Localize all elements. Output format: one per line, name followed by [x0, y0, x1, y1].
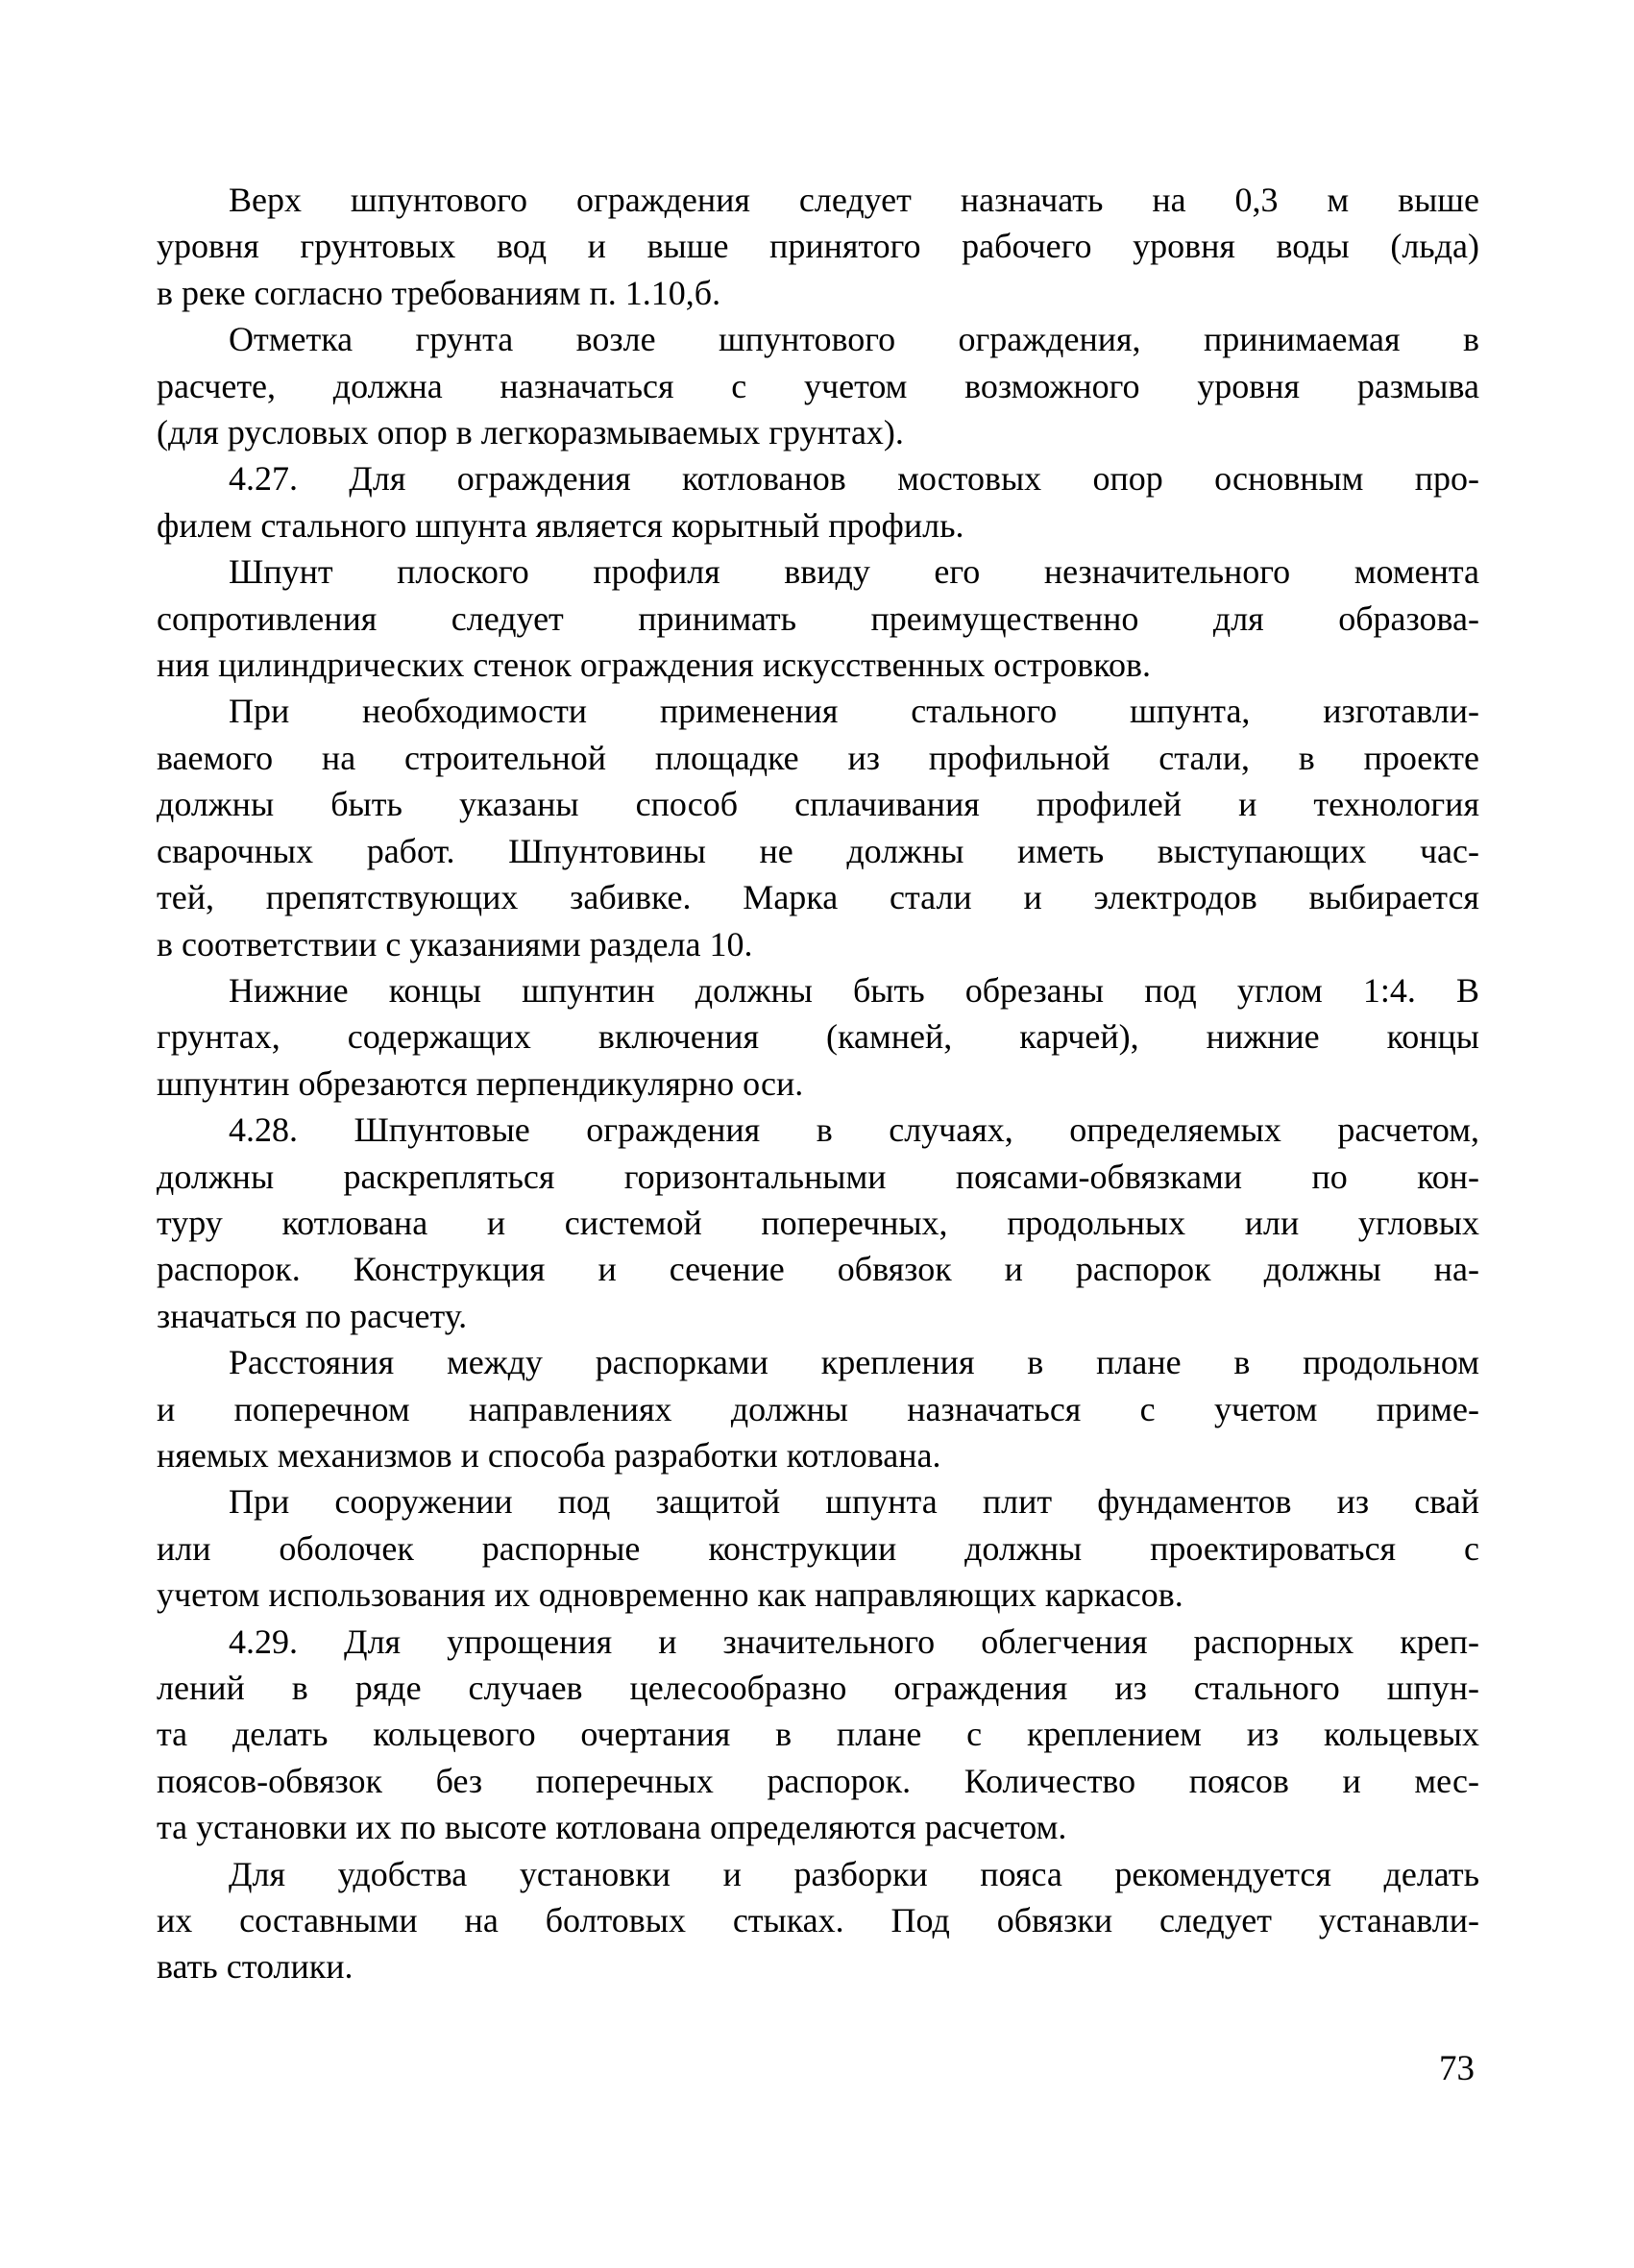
- text-line: вать столики.: [157, 1947, 354, 1987]
- text-line: в реке согласно требованиям п. 1.10,б.: [157, 273, 721, 312]
- text-line: расчете, должна назначаться с учетом возможного уровня размыва: [157, 366, 1479, 405]
- text-line: (для русловых опор в легкоразмываемых грунтах).: [157, 413, 904, 452]
- text-line: ваемого на строительной площадке из профильной стали, в проекте: [157, 738, 1479, 777]
- text-line: та делать кольцевого очертания в плане с креплением из кольцевых: [157, 1715, 1479, 1754]
- text-line: 4.28. Шпунтовые ограждения в случаях, определяемых расчетом,: [229, 1110, 1479, 1150]
- text-line: Верх шпунтового ограждения следует назначать на 0,3 м выше: [229, 181, 1479, 219]
- text-line: Отметка грунта возле шпунтового ограждения, принимаемая в: [229, 320, 1479, 359]
- paragraph: [157, 1107, 1479, 1339]
- text-line: Для удобства установки и разборки пояса рекомендуется делать: [229, 1854, 1479, 1893]
- paragraph: [157, 688, 1479, 966]
- text-line: сопротивления следует принимать преимущественно для образова-: [157, 598, 1479, 638]
- text-line: 4.29. Для упрощения и значительного облегчения распорных креп-: [229, 1622, 1479, 1661]
- text-line: уровня грунтовых вод и выше принятого рабочего уровня воды (льда): [157, 227, 1479, 266]
- text-line: поясов-обвязок без поперечных распорок. Количество поясов и мес-: [157, 1761, 1479, 1800]
- text-line: Шпунт плоского профиля ввиду его незначительного момента: [229, 552, 1479, 592]
- text-line: их составными на болтовых стыках. Под обвязки следует устанавли-: [157, 1901, 1479, 1940]
- text-line: учетом использования их одновременно как направляющих каркасов.: [157, 1575, 1183, 1615]
- text-line: та установки их по высоте котлована определяются расчетом.: [157, 1808, 1067, 1847]
- text-line: лений в ряде случаев целесообразно ограждения из стального шпун-: [157, 1669, 1479, 1707]
- text-line: При сооружении под защитой шпунта плит фундаментов из свай: [229, 1482, 1479, 1522]
- paragraph: [157, 1619, 1479, 1851]
- paragraph: [157, 549, 1479, 688]
- paragraph: [157, 1851, 1479, 1990]
- text-line: Расстояния между распорками крепления в плане в продольном: [229, 1343, 1479, 1382]
- paragraph: [157, 316, 1479, 455]
- text-line: в соответствии с указаниями раздела 10.: [157, 924, 753, 963]
- text-line: 4.27. Для ограждения котлованов мостовых опор основным про-: [229, 459, 1479, 499]
- text-line: распорок. Конструкция и сечение обвязок и распорок должны на-: [157, 1250, 1479, 1289]
- text-line: должны быть указаны способ сплачивания профилей и технология: [157, 785, 1479, 824]
- text-line: значаться по расчету.: [157, 1296, 468, 1335]
- text-line: филем стального шпунта является корытный профиль.: [157, 505, 964, 545]
- paragraph: [157, 455, 1479, 549]
- text-line: шпунтин обрезаются перпендикулярно оси.: [157, 1063, 804, 1103]
- paragraph: [157, 967, 1479, 1107]
- text-line: няемых механизмов и способа разработки котлована.: [157, 1435, 941, 1475]
- text-line: При необходимости применения стального шпунта, изготавли-: [229, 692, 1479, 731]
- paragraph: [157, 177, 1479, 316]
- text-line: ния цилиндрических стенок ограждения искусственных островков.: [157, 646, 1151, 685]
- text-line: тей, препятствующих забивке. Марка стали и электродов выбирается: [157, 878, 1479, 917]
- text-line: должны раскрепляться горизонтальными поясами-обвязками по кон-: [157, 1157, 1479, 1196]
- text-line: или оболочек распорные конструкции должны проектироваться с: [157, 1528, 1479, 1568]
- paragraph: [157, 1478, 1479, 1618]
- text-line: сварочных работ. Шпунтовины не должны иметь выступающих час-: [157, 831, 1479, 870]
- paragraph: [157, 1339, 1479, 1478]
- text-line: туру котлована и системой поперечных, продольных или угловых: [157, 1203, 1479, 1242]
- text-line: грунтах, содержащих включения (камней, карчей), нижние концы: [157, 1017, 1479, 1057]
- text-line: Нижние концы шпунтин должны быть обрезаны под углом 1:4. В: [229, 970, 1479, 1010]
- text-line: и поперечном направлениях должны назначаться с учетом приме-: [157, 1389, 1479, 1428]
- page-number: 73: [1439, 2049, 1475, 2088]
- document-text: [157, 177, 1479, 1990]
